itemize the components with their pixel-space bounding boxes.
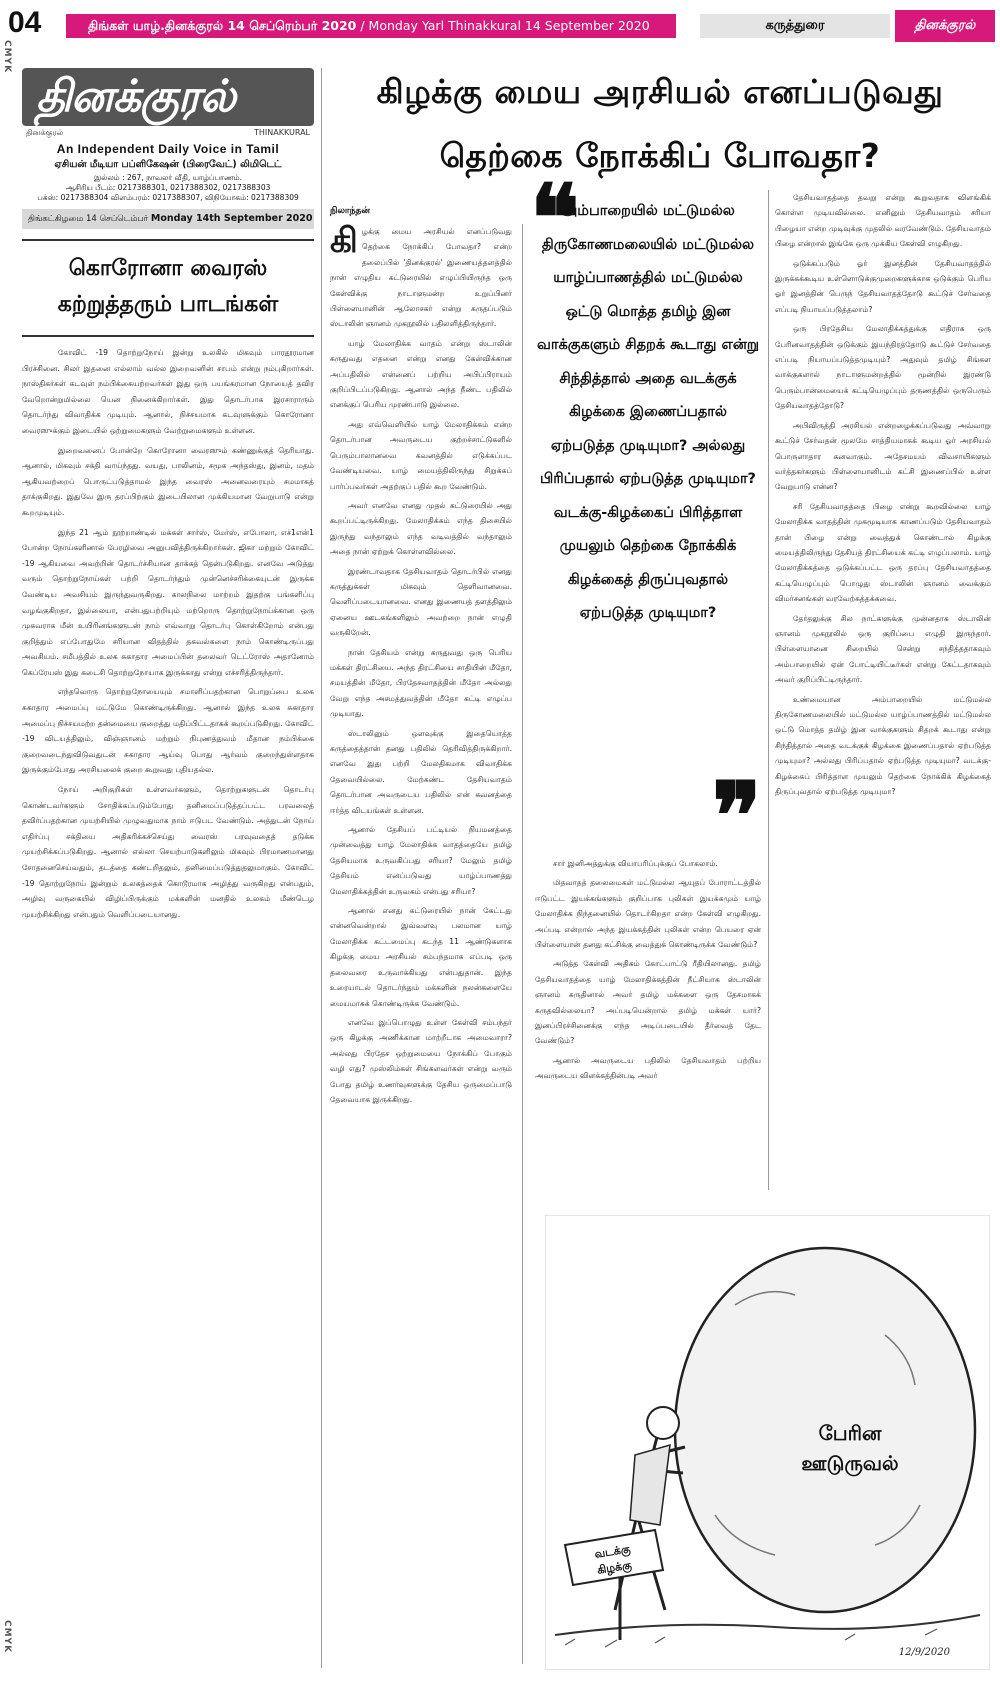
cartoonist-signature: 12/9/2020 <box>898 1647 950 1658</box>
drop-cap: கி <box>330 224 358 261</box>
paragraph: நான் தேசியம் என்று கருதுவது ஒரு பெரிய மக்கள் திரட்சியை. அந்த திரட்சியை சாதியின் மீதோ, சமயத்தின் மீதோ, பிரதேசவாதத்தின் மீதோ அல்லது வேறு எந்த அசமத்துவத்தின் மீதோ கட்டி எழுப்ப முடியாது. <box>330 647 512 719</box>
date-banner <box>66 14 676 38</box>
paragraph: இறைவனைப் போன்றே கொரோனா வைரஸும் கண்ணுக்குத் தெரியாது. ஆனால், மிகவும் சக்தி வாய்ந்தது. வயது, பாலினம், சமூக அந்தஸ்து, இனம், மதம் ஆகியவற்றைப் பொருட்படுத்தாமல் இந்த வைரஸ் அனைவரையும் சமமாகத் தாக்குகிறது. இதுவே இரு தரப்பிற்கும் இடையிலான முக்கியமான வேறுபாடு என்று கூறமுடியும். <box>22 445 314 517</box>
article-column-3 <box>775 190 991 1190</box>
cmyk-mark-bottom: CMYK <box>2 1620 12 1654</box>
article-column-2 <box>535 856 761 1186</box>
paragraph: எனவே இப்பொழுது உள்ள கேள்வி சம்பந்தர் ஒரு கிழக்கு அணிக்கான மாற்றீடாக அமைவாரா? அல்லது பிரதேச ஒற்றுமையை நோக்கிப் போகும் வழி எது? முஸ்லிம்கள் சிங்களவர்கள் என்று வரும் போது தமிழ் உணர்வுகளுக்கு தேசிய ஒருமைப்பாடு தேவையாக இருக்கிறது. <box>330 1017 512 1104</box>
masthead-sub <box>22 126 314 140</box>
dateline-english: Monday 14th September 2020 <box>150 213 313 224</box>
paragraph: ஒரு பிரதேசிய மேலாதிக்கத்துக்கு எதிராக ஒரு பேரினவாதத்தின் ஒடுக்கும் இயந்திரத்தோடு கூட்டுச் சேர்வதை எப்படி நியாயப்படுத்தமுடியும்? அதுவும் தமிழ் சிங்கள வாக்குகளால் நாடாளுமன்றத்தில் மூன்றில் இரண்டு பெரும்பான்மையைக் கட்டியெழுப்பும் தருணத்தில் ஒருபெரும் தேசியவாதத்தோடு? <box>775 324 991 411</box>
tagline: An Independent Daily Voice in Tamil <box>56 142 280 156</box>
logo-sub-english: THINAKKURAL <box>253 128 310 137</box>
paragraph: ஆனால் எனது கட்டுரையில் நான் கேட்டது என்னவென்றால் இவ்வளவு பலமான யாழ் மேலாதிக்க கட்டமைப்பு கடந்த 11 ஆண்டுகளாக கிழக்கு மைய அரசியல் சம்பந்தமாக எப்படி ஒரு தலைவரை உருவாக்கியது என்பதுதான். இந்த உரையாடல் தொடர்ந்தும் மக்களின் நலன்களையே மையமாகக் கொண்டிருக்க வேண்டும். <box>330 906 512 1008</box>
dateline-tamil: திங்கட்கிழமை 14 செப்டெம்பர் <box>28 214 149 224</box>
masthead-logo-box <box>22 68 314 126</box>
man-head <box>647 1407 679 1439</box>
header-logo: தினக்குரல் <box>895 10 995 42</box>
paragraph: நோய் அறிகுறிகள் உள்ளவர்களும், தொற்றுகளுடன் தொடர்பு கொண்டவர்களும் சோதிக்கப்படும்போது தனிமைப்படுத்தப்பட்ட பரவலைத் தவிர்ப்பதற்கான முயற்சியில் முழுவதுமாக நாம் ஈடுபட வேண்டும். அத்துடன் நோய் எதிர்ப்பு சக்தியை அதிகரிக்கச்செய்து வைரஸ் பரவுவதைத் தடுக்க முயற்சிக்கப்படுகிறது. ஆனால் எல்லா செயற்பாடுகளிலும் மிகவும் பிரமாணமானது சோதனைசெய்வதும், தடத்தை கண்டறிதலும், தனிமைப்படுத்துதலுமாகும். கோவிட் -19 தொற்றுநோய் இன்றும் உலகத்தைக் கொடூரமாக அழித்து வருகிறது என்பதும், அழிவு வருகையில் விழிப்பிருக்கும் மக்களின் மனதில் உலகம் மீண்டெழ முயற்சிக்கிறது என்பதும் வெளிப்படையானது. <box>22 785 314 919</box>
paragraph: அவர் எனவே எனது முதல் கட்டுரையில் அது கூறப்பட்டிருக்கிறது. மேலாதிக்கம் எந்த திசையில் இருந்து வந்தாலும் எந்த வடிவத்தில் வந்தாலும் அதை நான் ஏற்றுக் கொள்ளவில்லை. <box>330 500 512 557</box>
paragraph: தேசியவாதத்தை தவறு என்று கூறுவதாக விளங்கிக் கொள்ள முடியவில்லை. எனினும் தேசியவாதம் சரியா பிழையா என்ற முடிவுக்கு முதலில் வரவேண்டும். தேசியவாதம் பிழை என்றால் இங்கே ஒரு முக்கிய கேள்வி எழுகிறது. <box>775 193 991 249</box>
masthead-logo: தினக்குரல் <box>36 71 235 122</box>
cmyk-mark-top: CMYK <box>2 40 12 74</box>
paragraph: அது எவ்வெளியில் யாழ் மேலாதிக்கம் என்ற தொடர்பான அவருடைய குற்றச்சாட்டுகளில் பெரும்பாலானவை கவனத்தில் எடுக்கப்பட வேண்டியவை. யாழ் மையத்திலிருந்து சிறுக்கப் பார்ப்பவர்கள் அதற்குப் பதில் கூற வேண்டும். <box>330 419 512 491</box>
paragraph: மிதவாதத் தலைமைகள் மட்டுமல்ல ஆயுதப் போராட்டத்தில் ஈடுபட்ட இயக்கங்களும் குறிப்பாக புலிகள் இயக்கமும் யாழ் மேலாதிக்க நிந்தனையில் தொடர்கிறதா என்ற கேள்வி எழுகிறது. அப்படி என்றால் அந்த இயக்கத்தின் புலிகள் என்ற பெயரை ஏன் பிள்ளையான் தனது கட்சிக்கு வைத்துக் கொண்டிருக்க வேண்டும்? <box>535 878 761 950</box>
page-number: 04 <box>8 6 42 39</box>
publisher: ஏசியன் மீடியா பப்ளிகேஷன் (பிரைவேட்) லிமிடெட் <box>54 159 282 170</box>
logo-sub-tamil: தினக்குரல் <box>26 128 64 137</box>
sidebar-headline <box>22 239 314 337</box>
address-line: ஆசிரிய பீடம்: 0217388301, 0217388302, 0217388303 <box>65 183 271 192</box>
column-divider <box>321 68 322 1668</box>
paragraph: உண்மையான அம்பாறையில் மட்டுமல்ல திருகோணமலையில் மட்டுமல்ல யாழ்ப்பாணத்தில் மட்டுமல்ல ஒட்டு மொத்த தமிழ் இன வாக்குகளும் சிதறக் கூடாது என்று சிந்தித்தால் அதை வடக்குக் கிழக்கை இணைப்பதால் ஏற்படுத்த முடியுமா? அல்லது பிரிப்பதால் ஏற்படுத்த முடியுமா? வடக்கு-கிழக்கைப் பிரித்தாள முயலும் தெற்கை நோக்கிக் கிழக்கைத் திருப்புவதால் ஏற்படுத்த முடியுமா? <box>775 694 991 797</box>
section-label: கருத்துரை <box>700 14 890 38</box>
sign-label: கிழக்கு <box>596 1558 633 1577</box>
paragraph: அடுத்த கேள்வி அதிகம் கோட்பாட்டு ரீதியிலானது. தமிழ் தேசியவாதத்தை யாழ் மேலாதிக்கத்தின் நீட்சியாக ஸ்டாலின் ஞானம் கருதினால் அவர் தமிழ் மக்களை ஒரு தேசமாகக் கருதவில்லையா? அப்படியென்றால் தமிழ் மக்கள் யார்? இனப்பிரச்சினைக்கு எந்த அடிப்படையில் தீர்வைத் தேட வேண்டும்? <box>535 959 761 1046</box>
boulder-label: பேரின <box>818 1421 882 1445</box>
open-quote-icon: ❝ <box>530 164 580 272</box>
dateline <box>22 209 314 229</box>
paragraph: இரண்டாவதாக தேசியவாதம் தொடர்பில் எனது கருத்துக்கள் மிகவும் தெளிவானவை. வெளிப்படையானவை. எனது இணையத் தளத்திலும் ஏனைய ஊடகங்களிலும் அவற்றை நான் எழுதி வருகிறேன். <box>330 566 512 638</box>
left-column <box>22 68 314 1668</box>
editorial-cartoon <box>545 1215 990 1670</box>
article-column-1 <box>330 224 512 1664</box>
sidebar-body <box>22 345 314 922</box>
tamil-date: திங்கள் யாழ்.தினக்குரல் 14 செப்ரெம்பர் 2020 <box>88 18 357 33</box>
paragraph: ஒடுக்கப்படும் ஓர் இனத்தின் தேசியவாதத்தில் இருக்கக்கூடிய உள்ளொடுக்குமுறைகளுக்காக ஒடுக்கும் பெரிய ஓர் இனத்தின் பெருந் தேசியவாதத்தோடு கூட்டுச் சேர்வதை எப்படி நியாயப்படுத்தலாம்? <box>775 258 991 314</box>
paragraph-text: ழக்கு மைய அரசியல் எனப்படுவது தெற்கை நோக்கிப் போவதா? என்ற தலைப்பில் 'தினக்குரல்' இணையத்தளத்தில் நான் எழுதிய கட்டுரையில் எழுப்பியிருந்த ஒரு கேள்விக்கு நாடாளுமன்ற உறுப்பினர் பிள்ளையானின் ஆலோசகர் என்று கருதப்படும் ஸ்டாலின் ஞானம் முகநூலில் பதிலளித்திருந்தார். <box>330 227 512 329</box>
headline-line: கிழக்கு மைய அரசியல் எனப்படுவது <box>376 72 944 111</box>
author-byline: நிலாந்தன் <box>330 206 370 216</box>
address-block <box>22 173 314 203</box>
address-line: இல்லம் : 267, நாவலர் வீதி, யாழ்ப்பாணம். <box>93 173 243 182</box>
paragraph: சரி தேசியவாதத்தை பிழை என்று கூறவில்லை யாழ் மேலாதிக்க வாதத்தின் முகமூடியாக காணப்படும் தேசியவாதம் தான் பிழை என்று வைத்துக் கொண்டால் கிழக்கு மையத்திலிருந்து தேசியத் திரட்சியைக் கட்டி எழுப்பலாம். யாழ் மேலாதிக்கத்தை ஒடுக்கப்பட்ட ஒரு தரப்பு தேசியவாதத்தை கட்டியெழுப்பும் பொழுது ஸ்டாலின் ஞானம் வைக்கும் விமர்சனங்கள் வரவேற்கத்தக்கவை. <box>775 501 991 604</box>
paragraph <box>330 224 512 332</box>
sidebar-title-line: கற்றுத்தரும் பாடங்கள் <box>57 292 279 317</box>
paragraph: ஆனால் தேசியப் பட்டியல் நியமனத்தை முன்வைத்து யாழ் மேலாதிக்க வாதத்தையே தமிழ் தேசியமாக உருவகிப்பது சரியா? மேலும் தமிழ் தேசியம் எனப்படுவது யாழ்ப்பாணத்து மேலாதிக்கத்தின் உருவகம் என்பது சரியா? <box>330 825 512 896</box>
address-line: பக்ஸ்: 0217388304 விளம்பரம்: 0217388307, விநியோகம்: 0217388309 <box>37 193 299 202</box>
column-divider <box>522 224 523 1664</box>
column-divider <box>768 190 769 1190</box>
close-quote-icon: ❞ <box>712 762 762 870</box>
sign-label: வடக்கு <box>593 1542 632 1561</box>
pull-quote: அம்பாறையில் மட்டுமல்ல திருகோணமலையில் மட்டுமல்ல யாழ்ப்பாணத்தில் மட்டுமல்ல ஒட்டு மொத்த தமிழ் இன வாக்குகளும் சிதறக் கூடாது என்று சிந்தித்தால் அதை வடக்குக் கிழக்கை இணைப்பதால் ஏற்படுத்த முடியுமா? அல்லது பிரிப்பதால் ஏற்படுத்த முடியுமா? வடக்கு-கிழக்கைப் பிரித்தாள முயலும் தெற்கை நோக்கிக் கிழக்கைத் திருப்புவதால் ஏற்படுத்த முடியுமா? <box>537 203 759 621</box>
article-headline <box>330 60 990 188</box>
sidebar-title-line: கொரோனா வைரஸ் <box>68 256 268 281</box>
paragraph: யாழ் மேலாதிக்க வாதம் என்று ஸ்டாலின் கருதுவது எதனை என்று எனது கேள்விக்கான அப்பதிலில் என்னைப் பற்றிய அபிப்பிராயம் குறிப்பிடப்படுகிறது. ஆனால் அந்த நீண்ட பதிலில் எனக்குப் பெரிய முரண்பாடு இல்லை. <box>330 338 512 410</box>
paragraph: கோவிட் -19 தொற்றுநோய் இன்று உலகில் மிகவும் பாரதூரமான பிரச்சினை. சிலர் இதனை எல்லாம் வல்ல இறைவனின் சாபம் என்று நம்புகிறார்கள். நாஸ்திகர்கள் கடவுள் நம்பிக்கையற்றவர்கள் இது ஒரு பயங்கரமான நோயைத் தவிர வேறொன்றுமில்லை யென நினைக்கிறார்கள். இது தொடர்பாக இரசாராரும் தொடர்ந்து விவாதிக்க முடியும். ஆனால், நிச்சயமாக கடவுளுக்கும் கொரோனா வைரஸுக்கும் இடையில் ஒற்றுமைகளும் வேற்றுமைகளும் உள்ளன. <box>22 348 314 435</box>
paragraph: எந்தவொரு தொற்றுநோயையும் சமாளிப்பதற்கான பொறுப்பை உலக சுகாதார அமைப்பு மட்டுமே கொண்டிருக்கிறது. ஆனால் இந்த உலக சுகாதார அமைப்பு நிச்சயமற்ற தன்மையை குறைத்து மதிப்பிட்டதாகக் கூறப்படுகிறது. கோவிட் -19 விடயத்திலும், விஞ்ஞானம் மற்றும் நிபுணத்துவம் மீதான நம்பிக்கை குறைவடைந்துவிடுவதுடன் சுகாதார ஆய்வு பொது ஆர்வம் குறைந்துள்ளதாக இருக்கும்போது அரசியலைக் குறை கூறுவது புதியதல்ல. <box>22 687 314 775</box>
boulder-label: ஊடுருவல் <box>801 1451 899 1475</box>
paragraph: தேர்தலுக்கு சில நாட்களுக்கு முன்னதாக ஸ்டாலின் ஞானம் முகநூலில் ஒரு குறிப்பை எழுதி இருந்தார். பிள்ளையானை சிறையில் சென்று சந்தித்ததாகவும் அம்பாறையில் ஏன் போட்டியிட்டீர்கள் என்று கேட்டதாகவும் அவர் குறிப்பிட்டிருந்தார். <box>775 613 991 685</box>
paragraph: இந்த 21 ஆம் நூற்றாண்டில் மக்கள் சார்ஸ், மேர்ஸ், எபோலா, எச்1என்1 போன்ற நோய்களினால் பேரழிவை அனுபவித்திருக்கிறார்கள். ஜிகா மற்றும் கோவிட் -19 ஆகியவை அவற்றின் தொடர்ச்சியான தாக்கத் தென்படுகிறது. எனவே அடுத்து வரும் தொற்றுநோய்கள் பற்றி தொடர்ந்தும் முன்னெச்சரிக்கையுடன் இருக்க வேண்டிய அவசியம் இருந்துவருகிறது. காலநிலை மாற்றம் இதற்கு பங்களிப்பு வழங்குகிறதா, இல்லையா, என்பதுபற்றியும் மற்றொரு தொற்றுநோய்க்கான ஒரு முகவராக மீன் உயிரினங்களுடன் நாம் எவ்வாறு தொடர்பு கொள்கிறோம் என்பது குறித்தும் எப்போதுமே சரியான விதத்தில் தகவல்களை நாம் கொண்டிருப்பது அவசியம். சமீபத்தில் உலக சுகாதார அமைப்பின் தலைவர் டெட்ரோஸ் அதானோம் கெப்ரேயஸ் இது கடைசி தொற்றுநோயாக இருக்காது என்று எச்சரித்திருந்தார். <box>22 527 314 677</box>
paragraph: சார் இனிஅத்துக்கு வியாபரிப்புக்குப் போகலாம். <box>553 859 718 868</box>
english-date: / Monday Yarl Thinakkural 14 September 2020 <box>356 18 650 33</box>
paragraph: ஆனால் அவருடைய பதிலில் தேசியவாதம் பற்றிய அவருடைய விளக்கத்தின்படி அவர் <box>535 1055 761 1081</box>
paragraph: அபிவிருத்தி அரசியல் என்றழைக்கப்படுவது அவ்வாறு கூட்டுச் சேர்வதன் மூலமே சாத்தியமாகக் கூடிய ஓர் அரசியல் பொருளாதார கனவாகும். அதேசமயம் விவசாயிகளும் வர்த்தகர்களும் பிள்ளையானிடம் கட்சி இணைப்பில் உள்ள வேறுபாடு என்ன? <box>775 420 991 492</box>
page-header <box>0 0 1000 52</box>
paragraph: ஸ்டாலினும் ஒளவுக்கு இதையொத்த கருத்தைத்தான் தனது பதிலில் தெரிவித்திருக்கிறார். எனவே இது பற்றி மேலதிகமாக விவாதிக்க தேவையில்லை. மேற்கண்ட தேசியவாதம் தொடர்பான அவருடைய பதிலில் என் கவனத்தை ஈர்த்த விடயங்கள் உள்ளன. <box>330 728 512 815</box>
headline-line: தெற்கை நோக்கிப் போவதா? <box>439 136 881 175</box>
